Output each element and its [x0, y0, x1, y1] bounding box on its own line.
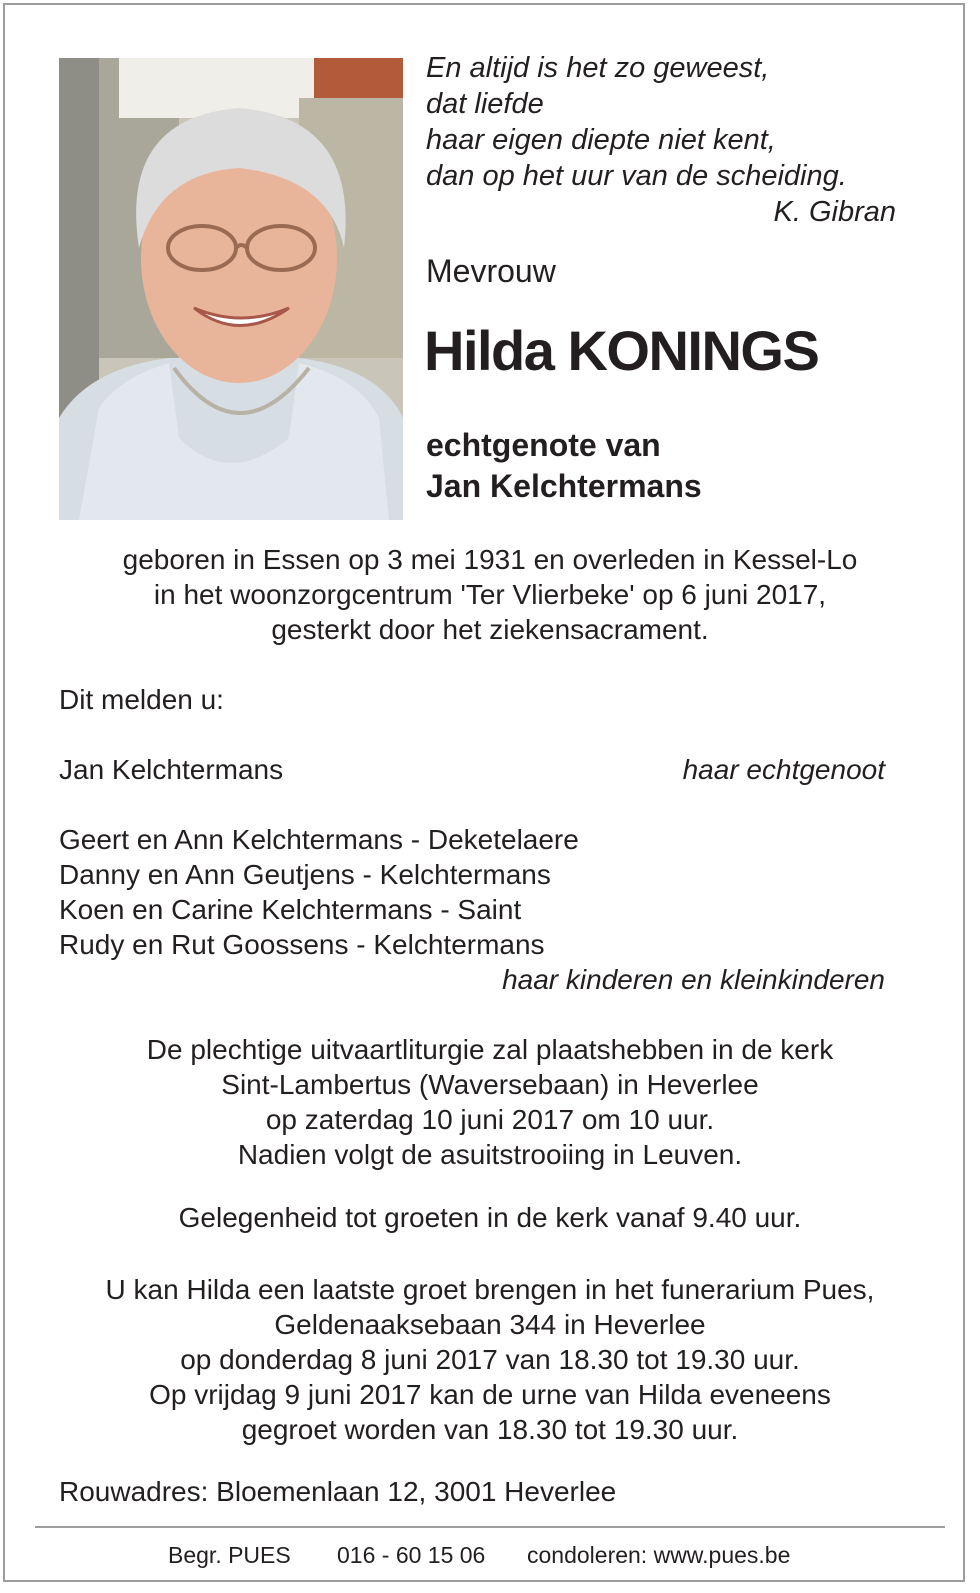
info-line: De plechtige uitvaartliturgie zal plaatshebben in de kerk	[146, 1034, 834, 1065]
visitation-info	[40, 1272, 940, 1447]
condolences-link[interactable]: condoleren: www.pues.be	[527, 1542, 791, 1568]
children-list	[59, 822, 579, 962]
child-line: Rudy en Rut Goossens - Kelchtermans	[59, 929, 545, 960]
portrait-photo	[59, 58, 403, 520]
info-line: U kan Hilda een laatste groet brengen in het funerarium Pues,	[105, 1274, 875, 1305]
info-line: op donderdag 8 juni 2017 van 18.30 tot 19.30 uur.	[180, 1344, 800, 1375]
relation-name: Jan Kelchtermans	[426, 468, 702, 504]
quote-line: En altijd is het zo geweest,	[426, 52, 770, 84]
honorific: Mevrouw	[426, 253, 556, 289]
portrait-photo-image	[59, 58, 403, 520]
funeral-info	[40, 1032, 940, 1172]
deceased-name: Hilda KONINGS	[424, 319, 819, 382]
child-line: Geert en Ann Kelchtermans - Deketelaere	[59, 824, 579, 855]
child-line: Koen en Carine Kelchtermans - Saint	[59, 894, 522, 925]
quote-line: haar eigen diepte niet kent,	[426, 124, 776, 156]
child-line: Danny en Ann Geutjens - Kelchtermans	[59, 859, 551, 890]
announce-intro: Dit melden u:	[59, 684, 224, 715]
relation-line: echtgenote van	[426, 427, 661, 463]
birth-death-info	[40, 542, 940, 647]
info-line: op zaterdag 10 juni 2017 om 10 uur.	[265, 1104, 715, 1135]
info-line: in het woonzorgcentrum 'Ter Vlierbeke' op 6 juni 2017,	[153, 579, 827, 610]
memorial-quote	[426, 50, 906, 230]
quote-line: dan op het uur van de scheiding.	[426, 160, 847, 192]
spouse-name: Jan Kelchtermans	[59, 754, 284, 785]
info-line: Sint-Lambertus (Waversebaan) in Heverlee	[221, 1069, 759, 1100]
info-line: Nadien volgt de asuitstrooiing in Leuven.	[237, 1139, 743, 1170]
spouse-role: haar echtgenoot	[682, 754, 885, 785]
undertaker: Begr. PUES	[168, 1542, 291, 1568]
church-greeting: Gelegenheid tot groeten in de kerk vanaf 9.40 uur.	[178, 1202, 802, 1233]
mourning-address: Rouwadres: Bloemenlaan 12, 3001 Heverlee	[59, 1476, 617, 1507]
spouse-relation	[426, 425, 702, 507]
quote-line: dat liefde	[426, 88, 544, 120]
info-line: geboren in Essen op 3 mei 1931 en overleden in Kessel-Lo	[122, 544, 858, 575]
info-line: gegroet worden van 18.30 tot 19.30 uur.	[241, 1414, 739, 1445]
quote-author: K. Gibran	[773, 196, 896, 228]
info-line: Geldenaaksebaan 344 in Heverlee	[274, 1309, 706, 1340]
info-line: Op vrijdag 9 juni 2017 kan de urne van Hilda eveneens	[149, 1379, 831, 1410]
info-line: gesterkt door het ziekensacrament.	[271, 614, 709, 645]
undertaker-phone: 016 - 60 15 06	[337, 1542, 486, 1568]
footer-divider	[35, 1526, 945, 1528]
children-role: haar kinderen en kleinkinderen	[502, 964, 885, 995]
